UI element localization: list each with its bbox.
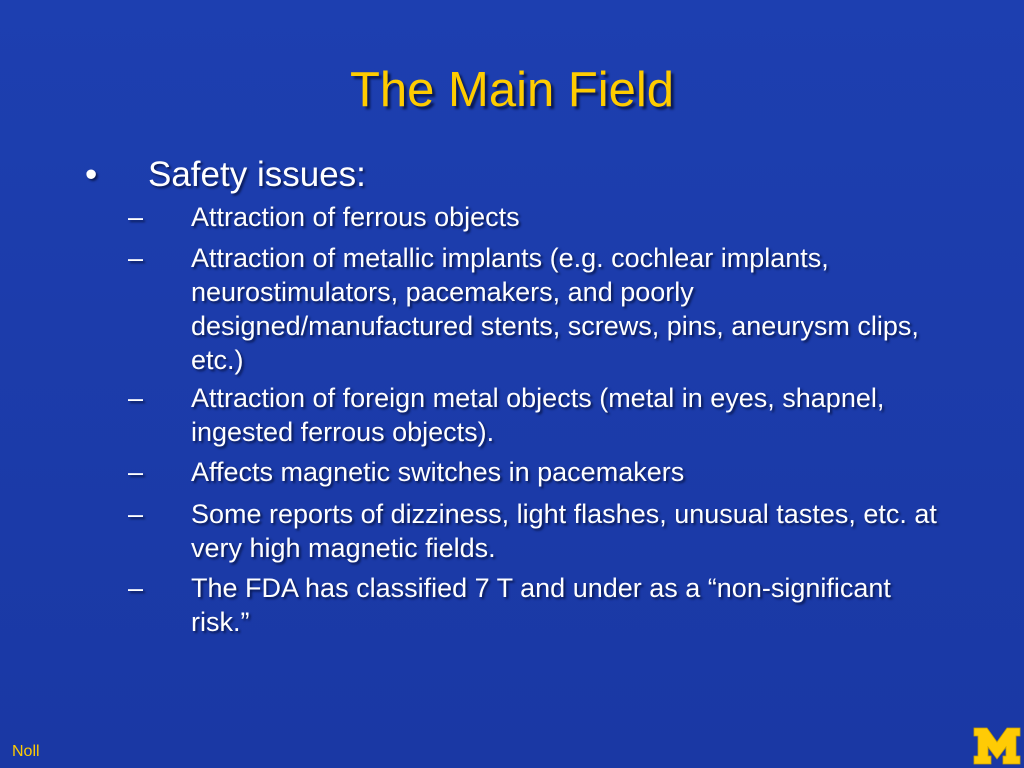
sub-item-implants	[128, 241, 948, 377]
sub-item-text: The FDA has classified 7 T and under as a “non-significant risk.”	[191, 573, 891, 637]
sub-item-foreign-metal	[128, 381, 948, 449]
sub-item-marker: –	[128, 202, 144, 232]
sub-item-dizziness	[128, 497, 948, 565]
bullet-text: Safety issues:	[148, 155, 366, 194]
sub-item-text: Attraction of foreign metal objects (metal in eyes, shapnel, ingested ferrous objects).	[191, 383, 885, 447]
sub-item-text: Affects magnetic switches in pacemakers	[191, 457, 685, 487]
bullet-marker: •	[85, 155, 98, 194]
slide-title: The Main Field	[349, 63, 675, 117]
block-m-logo-icon	[973, 727, 1021, 765]
sub-item-marker: –	[128, 243, 144, 273]
sub-item-marker: –	[128, 499, 144, 529]
sub-item-marker: –	[128, 573, 144, 603]
sub-item-magnetic-switches	[128, 455, 948, 489]
sub-item-ferrous	[128, 200, 948, 234]
sub-item-fda	[128, 571, 948, 639]
sub-item-text: Attraction of metallic implants (e.g. cochlear implants, neurostimulators, pacemakers, and poorly designed/manufactured stents, screws, pins, aneurysm clips, etc.)	[191, 243, 919, 375]
sub-item-text: Attraction of ferrous objects	[191, 202, 520, 232]
sub-item-text: Some reports of dizziness, light flashes, unusual tastes, etc. at very high magnetic fields.	[191, 499, 937, 563]
footer-author: Noll	[12, 743, 40, 760]
sub-item-marker: –	[128, 383, 144, 413]
sub-item-marker: –	[128, 457, 144, 487]
